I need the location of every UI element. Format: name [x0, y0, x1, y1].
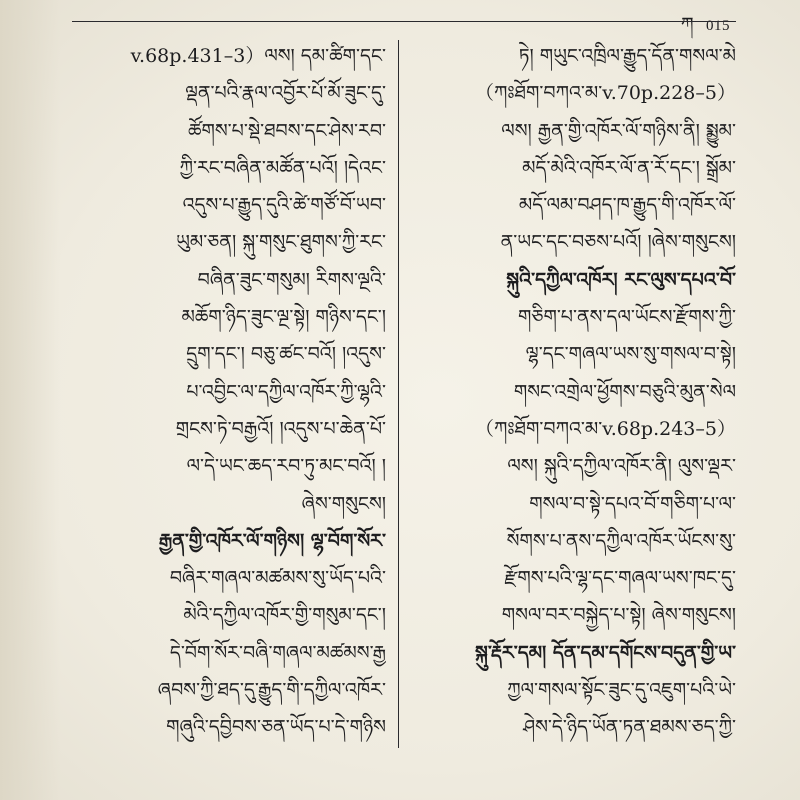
- text-line: གསལ་བར་བསྐྱེད་པ་སྟེ། ཞེས་གསུངས།: [501, 604, 736, 627]
- citation-line: （ཀཿཐོག་བཀའ་མ་v.70p.228–5）: [474, 82, 736, 105]
- section-heading-line: སྐུ་རྡོར་དམ། དོན་དམ་དགོངས་བདུན་གྱི་ཡ་: [475, 641, 736, 664]
- text-line: ལ་དེ་ཡང་ཆད་རབ་ཏུ་མང་བའོ། །: [186, 455, 386, 478]
- text-line: མདོ་ལམ་བཤད་ཁ་རྒྱུད་གི་འཁོར་ལོ་: [518, 194, 736, 217]
- text-line: གསང་འགྲེལ་ཕྱོགས་བཅུའི་མུན་སེལ: [513, 380, 736, 403]
- page-number: 015: [706, 18, 730, 34]
- citation-line: （ཀཿཐོག་བཀའ་མ་v.68p.243–5）: [474, 417, 736, 440]
- text-line: བཞིར་གཞལ་མཚམས་སུ་ཡོད་པའི་: [169, 567, 386, 590]
- text-line: ཞབས་ཀྱི་ཐད་དུ་རྒྱུད་གི་དཀྱིལ་འཁོར་: [157, 679, 386, 702]
- column-divider: [398, 40, 399, 748]
- text-line: འདུས་པ་རྒྱུད་དུའི་ཚེ་གཙོ་བོ་ཡབ་: [182, 194, 386, 217]
- text-line: ཏེ། གཡུང་འཁྲིལ་རྒྱུད་དོན་གསལ་མེ: [518, 45, 736, 67]
- text-line: ཞེས་གསུངས།: [301, 492, 386, 515]
- text-line: གསལ་བ་སྟེ་དཔའ་བོ་གཅིག་པ་ལ་: [529, 492, 736, 515]
- text-line: ཤེས་དེ་ཉིད་ཡོན་ཏན་ཐམས་ཅད་ཀྱི་: [523, 716, 736, 739]
- text-line: མེའི་དཀྱིལ་འཁོར་གྱི་གསུམ་དང་།: [183, 604, 386, 627]
- text-line: ལྡན་པའི་རྣལ་འབྱོར་པོ་མོ་ཟུང་དུ་: [185, 82, 386, 105]
- page-gutter-shadow: [0, 0, 60, 800]
- text-line: མཆོག་ཉིད་ཟུང་ལྔ་སྟེ། གཉིས་དང་།: [181, 306, 386, 329]
- chapter-letter: ཀ: [680, 14, 694, 35]
- left-text-column: [74, 38, 386, 798]
- text-line: བཞིན་ཟུང་གསུམ། རིགས་ལྔའི་: [197, 268, 386, 291]
- text-line: དྲུག་དང་། བཅུ་ཚང་བའོ། །འདུས་: [186, 343, 386, 366]
- text-line: ཀྱལ་གསལ་སྟོང་ཟུང་དུ་འཇུག་པའི་ཡེ་: [507, 679, 736, 702]
- right-text-column: [414, 38, 736, 798]
- text-line: ལས། རྒྱན་གྱི་འཁོར་ལོ་གཉིས་ནི། སྨྱུམ་: [501, 119, 736, 142]
- text-line: ན་ཡང་དང་བཅས་པའོ། །ཞེས་གསུངས།: [500, 231, 736, 254]
- header-rule: [72, 21, 736, 22]
- text-line: ཡུམ་ཅན། སྐུ་གསུང་ཐུགས་ཀྱི་རང་: [176, 231, 386, 254]
- section-heading-line: སྐུའི་དཀྱིལ་འཁོར། རང་ལུས་དཔའ་བོ་: [506, 268, 736, 291]
- text-line: གཅིག་པ་ནས་དལ་ཡོངས་རྫོགས་ཀྱི་: [517, 306, 736, 329]
- text-line: རྫོགས་པའི་ལྷ་དང་གཞལ་ཡས་ཁང་དུ་: [504, 567, 736, 590]
- text-line: ཀྱི་རང་བཞིན་མཚོན་པའོ། །དེའང་: [179, 156, 386, 179]
- text-line: དེ་བོག་སོར་བཞི་གཞལ་མཚམས་རྒྱ: [169, 641, 386, 664]
- text-line: ལས། སྐུའི་དཀྱིལ་འཁོར་ནི། ལུས་ལྡར་: [507, 455, 736, 478]
- text-line: ཚོགས་པ་སྡེ་ཐབས་དང་ཤེས་རབ་: [187, 119, 386, 142]
- text-line: མདོ་མེའི་འཁོར་ལོ་ན་རོ་དང་། སྒྲོམ་: [522, 156, 736, 179]
- text-line: v.68p.431–3）ལས། དམ་ཚིག་དང་: [130, 45, 386, 67]
- text-line: སོགས་པ་ནས་དཀྱིལ་འཁོར་ཡོངས་སུ་: [506, 529, 736, 552]
- text-line: གཞུའི་དབྱིབས་ཅན་ཡོད་པ་དེ་གཉིས: [166, 716, 386, 739]
- text-line: ལྷ་དང་གཞལ་ཡས་སུ་གསལ་བ་སྟེ།: [525, 343, 736, 366]
- text-line: གྲངས་ཏེ་བརྒྱའོ། །འདུས་པ་ཆེན་པོ་: [175, 417, 386, 440]
- text-line: པ་འབྱིང་ལ་དཀྱིལ་འཁོར་ཀྱི་ལྷའི་: [186, 380, 386, 403]
- section-heading-line: རྒྱན་གྱི་འཁོར་ལོ་གཉིས། ལྷ་བོག་སོར་: [158, 529, 386, 552]
